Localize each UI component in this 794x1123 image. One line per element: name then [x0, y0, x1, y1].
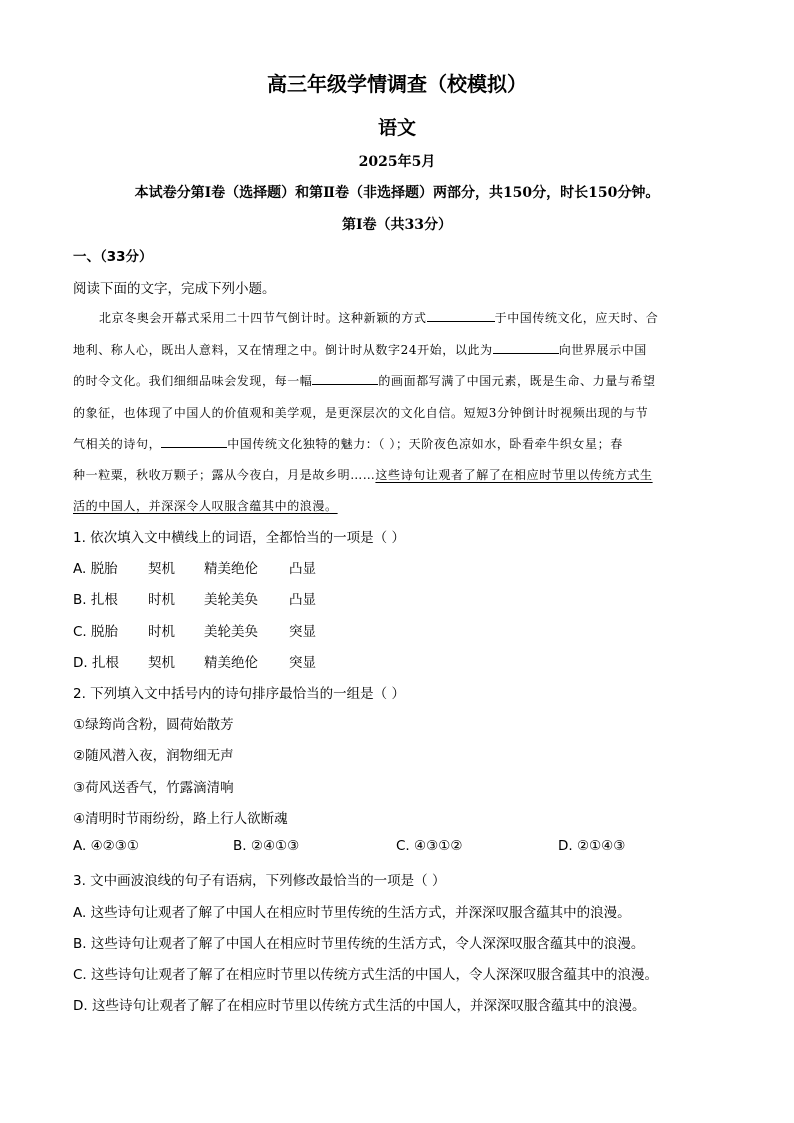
wavy-underlined-sentence: 这些诗句让观者了解了在相应时节里以传统方式生	[375, 468, 653, 482]
passage-text: 气相关的诗句，	[73, 437, 162, 451]
subject-title: 语文	[377, 117, 416, 139]
option-word: 突显	[289, 624, 316, 640]
passage-text: 中国传统文化独特的魅力：（ ）；天阶夜色凉如水，卧看牵牛织女星；春	[227, 437, 623, 451]
passage-text: 向世界展示中国	[558, 343, 647, 357]
question-2-option-d[interactable]: D. ②①④③	[558, 838, 626, 854]
question-3-option-d[interactable]: D. 这些诗句让观者了解了在相应时节里以传统方式生活的中国人，并深深叹服含蕴其中的浪漫。	[73, 998, 646, 1014]
passage-line-1	[73, 309, 741, 326]
option-word: 契机	[148, 655, 175, 671]
poem-line-1: ①绿筠尚含粉，圆荷始散芳	[73, 717, 234, 733]
passage-line-5	[73, 435, 715, 452]
option-label: A. 脱胎	[73, 561, 118, 577]
passage-line-6	[73, 466, 715, 483]
passage-line-7	[73, 497, 715, 514]
volume-heading: 第Ⅰ卷（共33分）	[341, 217, 453, 233]
fill-blank-1	[427, 309, 495, 322]
question-3-option-a[interactable]: A. 这些诗句让观者了解了中国人在相应时节里传统的生活方式，并深深叹服含蕴其中的浪漫。	[73, 905, 631, 921]
passage-line-4: 的象征，也体现了中国人的价值观和美学观，是更深层次的文化自信。短短3分钟倒计时视频出现的与节	[73, 406, 649, 420]
passage-line-3	[73, 372, 715, 389]
option-label: B. 扎根	[73, 592, 118, 608]
question-3-option-b[interactable]: B. 这些诗句让观者了解了中国人在相应时节里传统的生活方式，令人深深叹服含蕴其中的浪漫。	[73, 936, 645, 952]
option-word: 精美绝伦	[204, 561, 258, 577]
question-2-stem: 2. 下列填入文中括号内的诗句排序最恰当的一组是（ ）	[73, 686, 405, 702]
fill-blank-3	[312, 372, 378, 385]
passage-line-2	[73, 341, 715, 358]
option-label: D. 扎根	[73, 655, 119, 671]
section-heading: 一、（33分）	[73, 249, 153, 265]
passage-text: 地利、称人心，既出人意料，又在情理之中。倒计时从数字24开始，以此为	[73, 343, 493, 357]
exam-title: 高三年级学情调查（校模拟）	[267, 72, 527, 96]
question-2-option-a[interactable]: A. ④②③①	[73, 838, 139, 854]
poem-line-2: ②随风潜入夜，润物细无声	[73, 748, 234, 764]
passage-text: 的时令文化。我们细细品味会发现，每一幅	[73, 374, 313, 388]
fill-blank-2	[493, 341, 559, 354]
poem-line-3: ③荷风送香气，竹露滴清响	[73, 780, 234, 796]
option-word: 凸显	[289, 592, 316, 608]
reading-instruction: 阅读下面的文字，完成下列小题。	[73, 281, 276, 297]
option-word: 凸显	[289, 561, 316, 577]
wavy-underlined-sentence: 活的中国人，并深深令人叹服含蕴其中的浪漫。	[73, 499, 338, 513]
option-word: 契机	[148, 561, 175, 577]
poem-line-4: ④清明时节雨纷纷，路上行人欲断魂	[73, 811, 288, 827]
exam-notice: 本试卷分第Ⅰ卷（选择题）和第Ⅱ卷（非选择题）两部分，共150分，时长150分钟。	[134, 185, 660, 201]
passage-text: 的画面都写满了中国元素，既是生命、力量与希望	[378, 374, 656, 388]
option-label: C. 脱胎	[73, 624, 119, 640]
fill-blank-4	[161, 435, 227, 448]
option-word: 精美绝伦	[204, 655, 258, 671]
passage-text: 于中国传统文化，应天时、合	[494, 311, 659, 325]
option-word: 美轮美奂	[204, 592, 258, 608]
option-word: 时机	[148, 592, 175, 608]
question-3-stem: 3. 文中画波浪线的句子有语病，下列修改最恰当的一项是（ ）	[73, 873, 446, 889]
question-2-option-c[interactable]: C. ④③①②	[396, 838, 463, 854]
passage-text: 北京冬奥会开幕式采用二十四节气倒计时。这种新颖的方式	[99, 311, 427, 325]
option-word: 突显	[289, 655, 316, 671]
exam-date: 2025年5月	[358, 154, 436, 170]
question-3-option-c[interactable]: C. 这些诗句让观者了解了在相应时节里以传统方式生活的中国人，令人深深叹服含蕴其中的浪漫。	[73, 967, 659, 983]
passage-text: 种一粒粟，秋收万颗子；露从今夜白，月是故乡明……	[73, 468, 376, 482]
question-1-stem: 1. 依次填入文中横线上的词语，全都恰当的一项是（ ）	[73, 530, 405, 546]
question-2-option-b[interactable]: B. ②④①③	[233, 838, 300, 854]
option-word: 时机	[148, 624, 175, 640]
option-word: 美轮美奂	[204, 624, 258, 640]
